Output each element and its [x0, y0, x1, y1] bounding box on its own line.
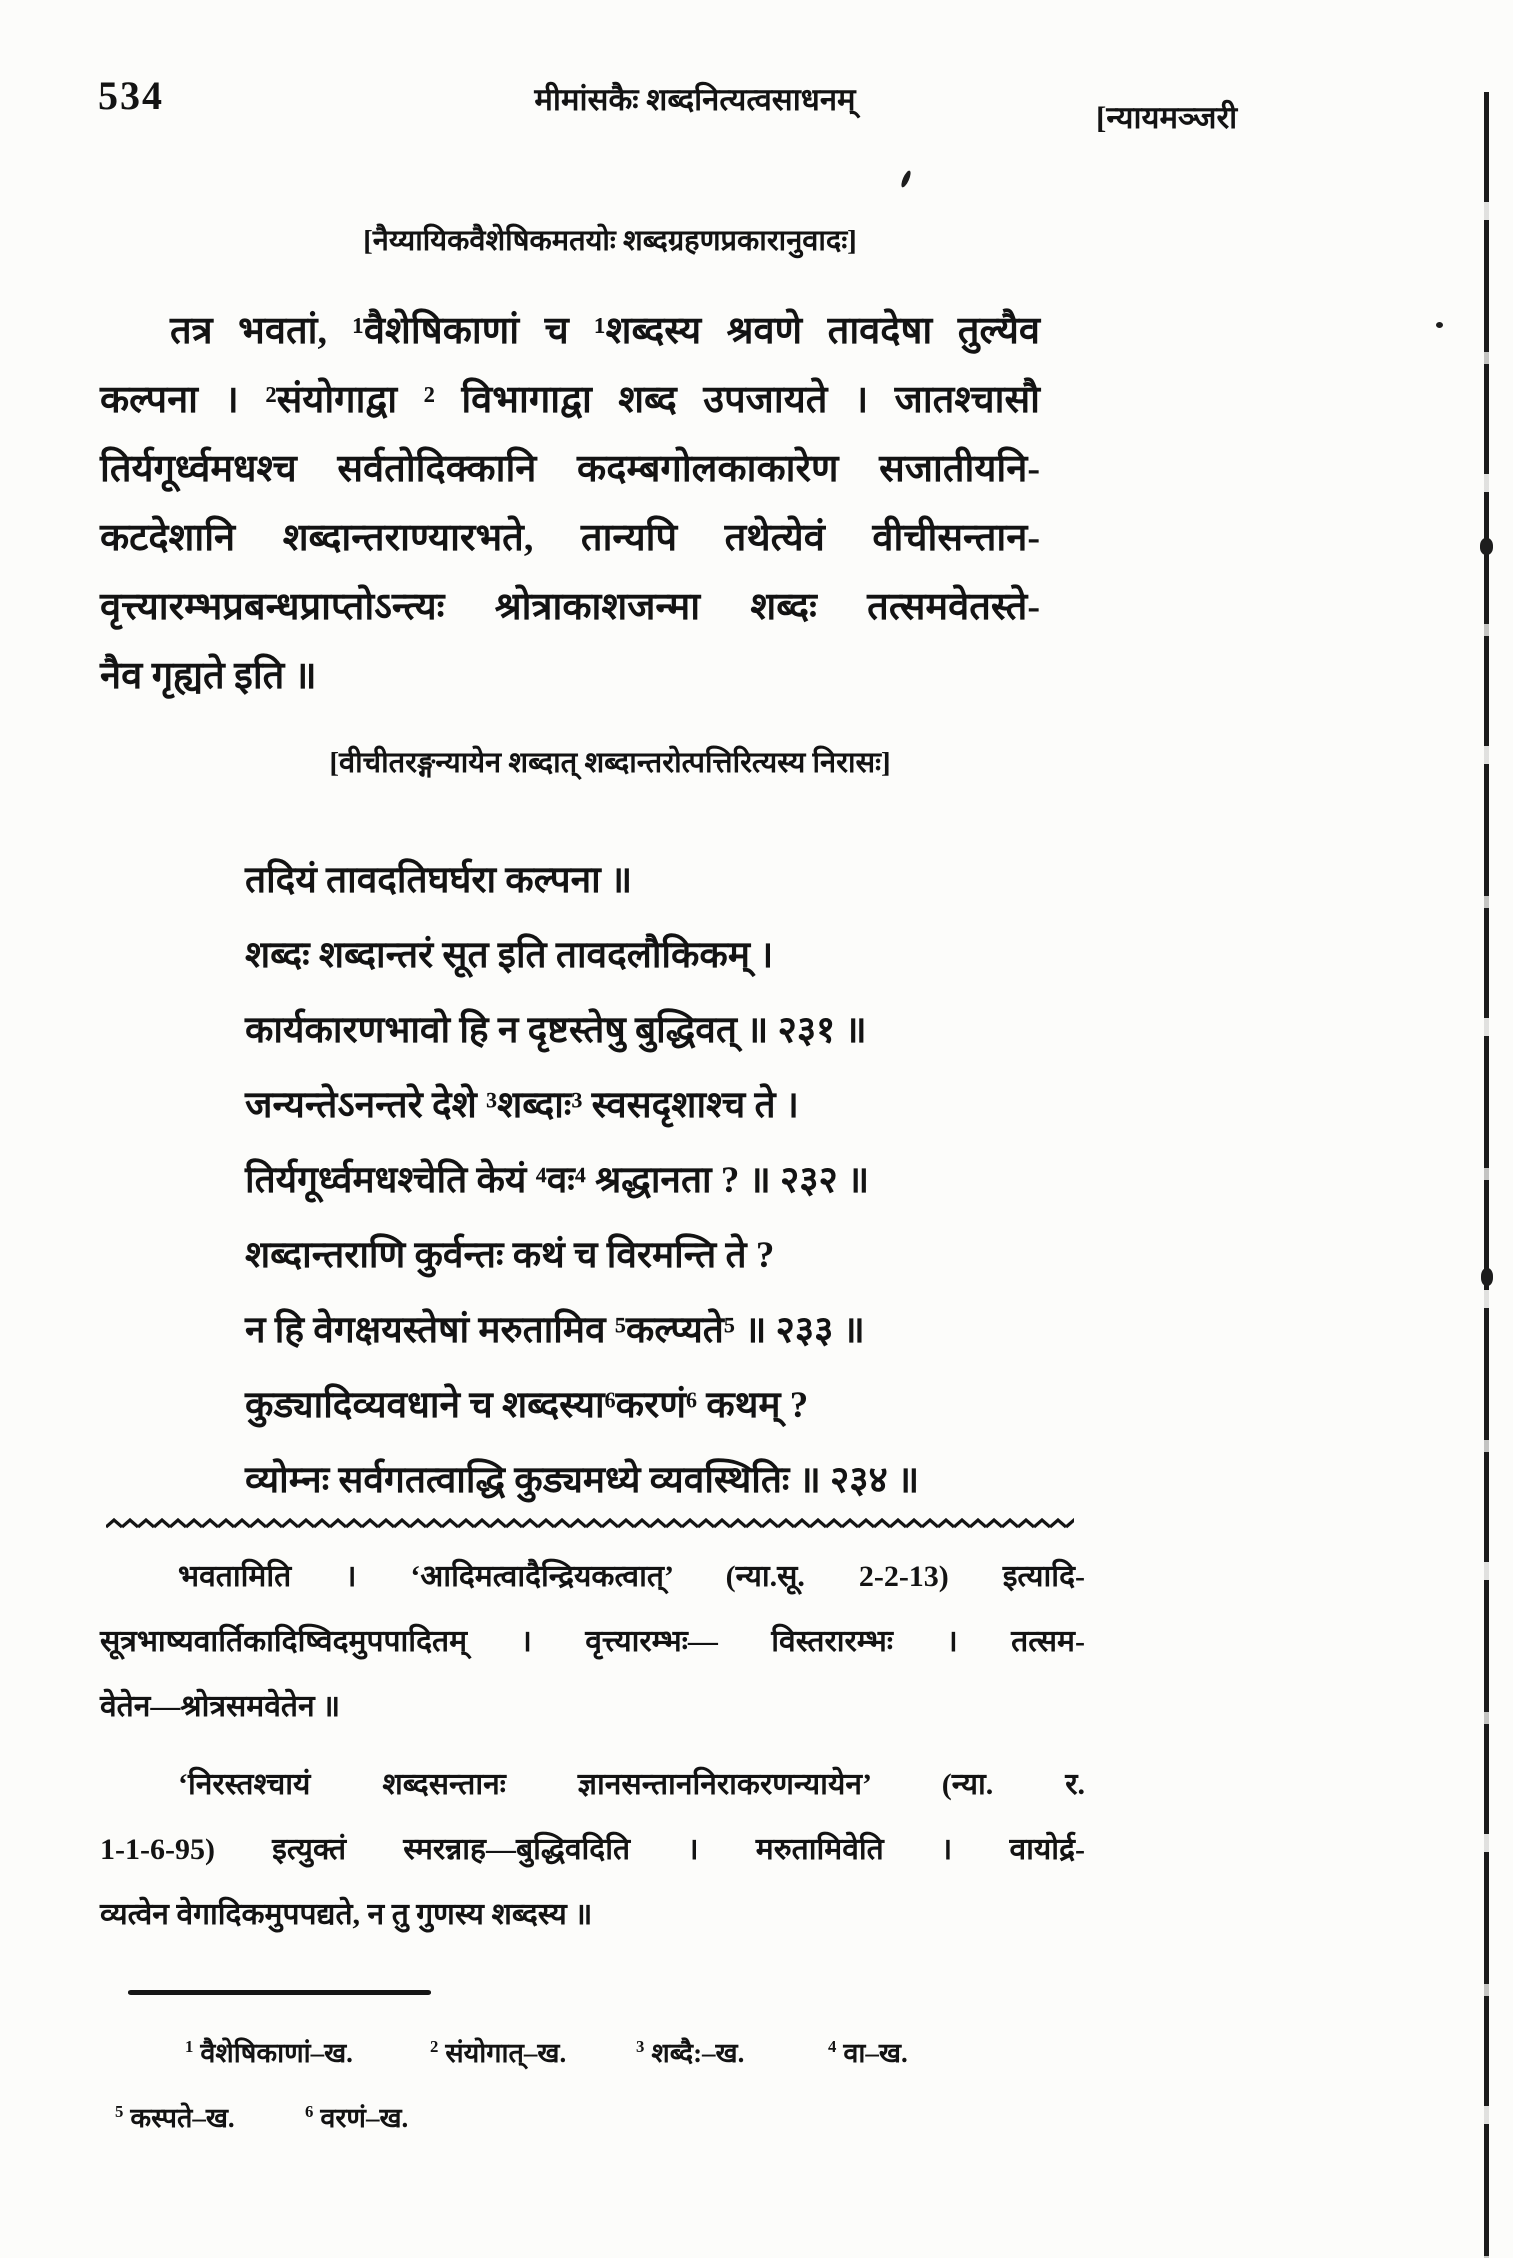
footnote-marker: 2 [430, 2037, 439, 2056]
commentary-line: 1-1-6-95) इत्युक्तं स्मरन्नाह—बुद्धिवदिति । मरुतामिवेति । वायोर्द्र- [100, 1833, 1085, 1866]
commentary-line: ‘निरस्तश्चायं शब्दसन्तानः ज्ञानसन्ताननिराकरणन्यायेन’ (न्या. र. [178, 1768, 1085, 1801]
commentary-line: भवतामिति । ‘आदिमत्वादैन्द्रियकत्वात्’ (न्या.सू. 2-2-13) इत्यादि- [178, 1560, 1085, 1593]
paragraph-line: वृत्त्यारम्भप्रबन्धप्राप्तोऽन्त्यः श्रोत्राकाशजन्मा शब्दः तत्समवेतस्ते- [100, 586, 1040, 628]
footnote-text: कस्पते–ख. [130, 2103, 235, 2133]
footnote-text: संयोगात्–ख. [445, 2038, 567, 2068]
ink-speck [1481, 1268, 1493, 1286]
verse-line: तिर्यगूर्ध्वमधश्चेति केयं ⁴वः⁴ श्रद्धानता ? ॥ २३२ ॥ [245, 1160, 870, 1201]
footnote-text: वैशेषिकाणां–ख. [200, 2038, 353, 2068]
paragraph-line: कटदेशानि शब्दान्तराण्यारभते, तान्यपि तथेत्येवं वीचीसन्तान- [100, 517, 1040, 559]
commentary-paragraph [100, 1548, 1085, 1743]
footnote-marker: 3 [636, 2037, 645, 2056]
paragraph-line: कल्पना । ²संयोगाद्वा ² विभागाद्वा शब्द उपजायते । जातश्चासौ [100, 379, 1040, 421]
verse-line: कार्यकारणभावो हि न दृष्टस्तेषु बुद्धिवत् ॥ २३१ ॥ [245, 1010, 867, 1051]
footnote-marker: 1 [185, 2037, 194, 2056]
footnote-item [430, 2033, 566, 2070]
verse-line: शब्दः शब्दान्तरं सूत इति तावदलौकिकम् । [245, 935, 774, 976]
paragraph-line: तत्र भवतां, ¹वैशेषिकाणां च ¹शब्दस्य श्रवणे तावदेषा तुल्यैव [170, 310, 1040, 352]
running-title: मीमांसकैः शब्दनित्यत्वसाधनम् [534, 82, 856, 117]
footnote-marker: 5 [115, 2102, 124, 2121]
footnote-text: वरणं–ख. [320, 2103, 409, 2133]
footnote-text: शब्दै:–ख. [651, 2038, 745, 2068]
footnote-rule [128, 1990, 431, 1995]
commentary-line: व्यत्वेन वेगादिकमुपपद्यते, न तु गुणस्य शब्दस्य ॥ [100, 1898, 593, 1931]
commentary-block [100, 1548, 1085, 1951]
section-heading-nirasa: [वीचीतरङ्गन्यायेन शब्दात् शब्दान्तरोत्पत्तिरित्यस्य निरासः] [329, 747, 891, 779]
commentary-paragraph [100, 1756, 1085, 1951]
wavy-divider [106, 1516, 1074, 1532]
paragraph-line: तिर्यगूर्ध्वमधश्च सर्वतोदिक्कानि कदम्बगोलकाकारेण सजातीयनि- [100, 448, 1040, 490]
footnote-marker: 4 [828, 2037, 837, 2056]
commentary-line: वेतेन—श्रोत्रसमवेतेन ॥ [100, 1690, 341, 1723]
verse-line: कुड्यादिव्यवधाने च शब्दस्या⁶करणं⁶ कथम् ? [245, 1385, 809, 1426]
book-title-label: [न्यायमञ्जरी [1096, 100, 1238, 135]
commentary-line: सूत्रभाष्यवार्तिकादिष्विदमुपपादितम् । वृत्त्यारम्भः— विस्तरारम्भः । तत्सम- [100, 1625, 1085, 1658]
verse-line: जन्यन्तेऽनन्तरे देशे ³शब्दाः³ स्वसदृशाश्च ते । [245, 1085, 799, 1126]
footnote-marker: 6 [305, 2102, 314, 2121]
verse-block [245, 848, 1105, 1523]
footnote-item [305, 2098, 408, 2135]
footnote-text: वा–ख. [843, 2038, 908, 2068]
ink-speck [1436, 322, 1443, 328]
verse-line: व्योम्नः सर्वगतत्वाद्धि कुड्यमध्ये व्यवस्थितिः ॥ २३४ ॥ [245, 1460, 920, 1501]
ink-speck [900, 170, 913, 189]
verse-line: तदियं तावदतिघर्घरा कल्पना ॥ [245, 860, 633, 901]
ink-speck [1480, 538, 1493, 555]
page-number: 534 [98, 73, 164, 118]
page-edge-line [1484, 92, 1489, 2258]
footnote-item [115, 2098, 235, 2135]
footnote-item [185, 2033, 353, 2070]
main-paragraph [100, 300, 1040, 714]
section-heading-grahana: [नैय्यायिकवैशेषिकमतयोः शब्दग्रहणप्रकारानुवादः] [363, 225, 857, 257]
footnote-item [636, 2033, 744, 2070]
verse-line: न हि वेगक्षयस्तेषां मरुतामिव ⁵कल्प्यते⁵ ॥ २३३ ॥ [245, 1310, 865, 1351]
verse-line: शब्दान्तराणि कुर्वन्तः कथं च विरमन्ति ते ? [245, 1235, 775, 1276]
footnote-item [828, 2033, 908, 2070]
paragraph-line: नैव गृह्यते इति ॥ [100, 655, 317, 697]
